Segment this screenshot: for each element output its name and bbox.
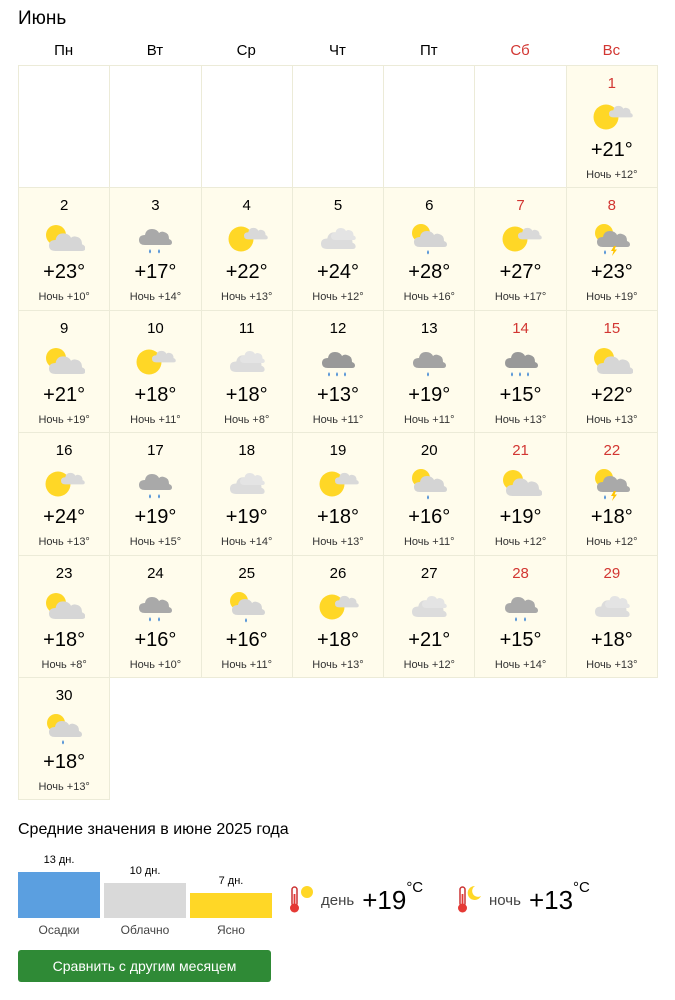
day-temperature: +19° [134, 506, 177, 529]
night-label: ночь [489, 891, 521, 909]
average-bar-group [104, 865, 186, 918]
night-temperature: Ночь +13° [494, 413, 547, 426]
day-temperature: +17° [134, 261, 177, 284]
partly-cloudy-icon [591, 100, 633, 136]
thermometer-sun-icon [287, 884, 315, 916]
day-temperature: +19° [499, 506, 542, 529]
day-cell[interactable] [383, 432, 475, 555]
average-bar-group [18, 854, 100, 918]
weekday-label: Пт [419, 42, 438, 59]
weekday-label: Ср [236, 42, 256, 59]
partly-cloudy-icon [317, 467, 359, 503]
night-temperature: Ночь +17° [494, 291, 547, 304]
mostly-cloudy-icon [591, 345, 633, 381]
partly-cloudy-icon [226, 222, 268, 258]
night-temperature: Ночь +13° [221, 291, 273, 304]
cloudy-icon [226, 345, 268, 381]
day-temperature: +21° [408, 628, 451, 651]
night-temperature: Ночь +13° [38, 536, 90, 549]
night-temperature: Ночь +8° [41, 658, 87, 671]
day-number: 13 [420, 319, 438, 337]
sun-cloud-rain-icon [43, 712, 85, 748]
temperature-unit: °C [406, 878, 424, 896]
day-cell[interactable] [201, 555, 293, 678]
night-temperature: Ночь +10° [129, 658, 182, 671]
calendar-grid [18, 65, 657, 799]
day-number: 12 [329, 319, 347, 337]
day-number: 15 [603, 319, 621, 337]
sun-cloud-rain-icon [408, 467, 450, 503]
month-title: Июнь [18, 8, 67, 29]
mostly-cloudy-icon [43, 345, 85, 381]
weekday-label: Чт [329, 42, 346, 59]
weekday-label: Вс [602, 42, 621, 59]
mostly-cloudy-icon [43, 590, 85, 626]
night-temperature: Ночь +14° [494, 658, 547, 671]
cloudy-icon [408, 590, 450, 626]
day-temperature: +18° [317, 628, 359, 651]
partly-cloudy-icon [43, 467, 85, 503]
night-temperature: Ночь +13° [586, 413, 638, 426]
day-cell[interactable] [383, 310, 475, 433]
night-temperature: Ночь +8° [224, 413, 270, 426]
weekday-label: Сб [510, 42, 530, 59]
day-cell[interactable] [383, 187, 475, 310]
day-number: 26 [329, 564, 347, 582]
day-average [287, 880, 423, 920]
day-cell[interactable] [566, 432, 658, 555]
day-number: 1 [607, 75, 616, 92]
night-temperature: Ночь +12° [586, 536, 638, 549]
empty-day-cell [201, 65, 293, 188]
heavy-rain-icon [317, 345, 359, 381]
day-temperature: +18° [43, 628, 86, 651]
day-number: 8 [607, 197, 616, 215]
day-cell[interactable] [566, 65, 658, 188]
day-number: 24 [147, 564, 164, 582]
empty-day-cell [109, 65, 201, 188]
day-number: 23 [55, 564, 73, 582]
day-temperature: +18° [317, 506, 359, 529]
rain-icon [134, 222, 176, 258]
day-number: 16 [55, 442, 73, 460]
day-cell[interactable] [109, 310, 201, 433]
night-temperature: Ночь +19° [38, 413, 90, 426]
averages-title: Средние значения в июне 2025 года [18, 821, 289, 838]
bar-day-count: 10 дн. [129, 865, 161, 877]
night-temperature: Ночь +11° [403, 536, 455, 549]
day-average-value: $+19^{^\circ C}$ [362, 878, 424, 915]
day-number: 4 [242, 197, 251, 215]
day-number: 30 [55, 686, 73, 704]
night-average-value: $+13^{^\circ C}$ [528, 878, 590, 915]
day-temperature: +18° [225, 383, 268, 406]
day-cell[interactable] [18, 310, 110, 433]
day-number: 29 [603, 564, 621, 582]
average-bar-group [190, 875, 272, 918]
bar-day-count: 7 дн. [218, 875, 244, 887]
empty-day-cell [383, 65, 475, 188]
day-cell[interactable] [109, 187, 201, 310]
day-cell[interactable] [474, 187, 566, 310]
day-cell[interactable] [474, 432, 566, 555]
night-temperature: Ночь +14° [221, 536, 273, 549]
day-number: 6 [425, 197, 434, 215]
light-rain-icon [408, 345, 450, 381]
day-cell[interactable] [18, 555, 110, 678]
night-temperature: Ночь +16° [403, 291, 455, 304]
day-temperature: +18° [590, 506, 633, 529]
day-cell[interactable] [474, 555, 566, 678]
day-temperature: +24° [43, 506, 86, 529]
weekday-label: Вт [146, 42, 164, 59]
day-cell[interactable] [201, 187, 293, 310]
weekday-label: Пн [54, 42, 74, 59]
night-temperature: Ночь +12° [312, 291, 364, 304]
day-temperature: +18° [590, 628, 633, 651]
night-temperature: Ночь +10° [38, 291, 90, 304]
mostly-cloudy-icon [500, 467, 542, 503]
day-cell[interactable] [566, 555, 658, 678]
day-cell[interactable] [566, 310, 658, 433]
partly-cloudy-icon [500, 222, 542, 258]
thunderstorm-icon [591, 467, 633, 503]
day-temperature: +13° [317, 383, 359, 406]
day-cell[interactable] [18, 432, 110, 555]
day-number: 28 [512, 564, 529, 582]
mostly-cloudy-icon [43, 222, 85, 258]
empty-day-cell [474, 65, 566, 188]
night-temperature: Ночь +11° [312, 413, 364, 426]
day-temperature: +19° [408, 383, 451, 406]
night-temperature: Ночь +12° [586, 169, 638, 181]
day-temperature: +28° [408, 261, 451, 284]
day-cell[interactable] [292, 187, 384, 310]
day-temperature: +18° [134, 383, 177, 406]
day-number: 18 [238, 442, 256, 460]
partly-cloudy-icon [317, 590, 359, 626]
sun-cloud-rain-icon [408, 222, 450, 258]
heavy-rain-icon [500, 345, 542, 381]
average-bar [104, 883, 186, 918]
day-temperature: +27° [499, 261, 542, 284]
day-number: 3 [151, 197, 160, 215]
day-temperature: +23° [43, 261, 86, 284]
night-temperature: Ночь +14° [129, 291, 182, 304]
day-number: 2 [59, 197, 69, 215]
day-cell[interactable] [292, 555, 384, 678]
day-temperature: +15° [499, 383, 542, 406]
temperature-unit: °C [573, 878, 590, 896]
rain-icon [134, 467, 176, 503]
day-temperature: +16° [408, 506, 451, 529]
day-number: 22 [603, 442, 621, 460]
day-temperature: +22° [590, 383, 633, 406]
night-temperature: Ночь +11° [403, 413, 455, 426]
compare-month-button[interactable]: Сравнить с другим месяцем [18, 950, 271, 982]
partly-cloudy-icon [134, 345, 176, 381]
day-cell[interactable] [474, 310, 566, 433]
night-temperature: Ночь +12° [403, 658, 455, 671]
day-number: 11 [238, 319, 255, 337]
day-cell[interactable] [201, 310, 293, 433]
day-temperature: +15° [499, 628, 542, 651]
day-temperature: +22° [225, 261, 268, 284]
cloudy-icon [591, 590, 633, 626]
night-temperature: Ночь +11° [221, 658, 272, 671]
night-temperature: Ночь +12° [494, 536, 547, 549]
night-temperature: Ночь +15° [129, 536, 182, 549]
day-number: 21 [512, 442, 529, 460]
day-number: 19 [329, 442, 347, 460]
day-cell[interactable] [109, 555, 201, 678]
day-cell[interactable] [109, 432, 201, 555]
night-temperature: Ночь +13° [38, 780, 90, 793]
day-temperature: +16° [134, 628, 177, 651]
day-cell[interactable] [292, 432, 384, 555]
day-cell[interactable] [383, 555, 475, 678]
day-cell[interactable] [18, 677, 110, 800]
day-number: 9 [59, 319, 69, 337]
day-number: 20 [420, 442, 438, 460]
day-number: 10 [147, 319, 164, 337]
day-temperature: +24° [317, 261, 359, 284]
thermometer-moon-icon [455, 884, 483, 916]
average-bar [190, 893, 272, 918]
day-number: 5 [333, 197, 343, 215]
night-temperature: Ночь +19° [586, 291, 638, 304]
day-temperature: +21° [590, 139, 633, 161]
cloudy-icon [317, 222, 359, 258]
bar-label: Ясно [217, 923, 245, 937]
day-temperature: +18° [43, 750, 86, 773]
day-cell[interactable] [292, 310, 384, 433]
day-temperature: +21° [43, 383, 86, 406]
night-average [455, 880, 590, 920]
day-label: день [321, 891, 355, 909]
rain-icon [134, 590, 176, 626]
sun-cloud-rain-icon [226, 590, 268, 626]
day-number: 25 [238, 564, 256, 582]
empty-day-cell [18, 65, 110, 188]
bar-label: Облачно [120, 923, 170, 937]
empty-day-cell [292, 65, 384, 188]
weekday-header [18, 40, 657, 62]
night-temperature: Ночь +13° [586, 658, 638, 671]
bar-day-count: 13 дн. [43, 854, 75, 866]
day-number: 14 [512, 319, 529, 337]
rain-icon [500, 590, 542, 626]
day-number: 17 [147, 442, 164, 460]
bar-label: Осадки [38, 923, 80, 937]
day-temperature: +16° [225, 628, 268, 651]
day-number: 27 [420, 564, 438, 582]
day-number: 7 [516, 197, 525, 215]
night-temperature: Ночь +13° [312, 658, 364, 671]
night-temperature: Ночь +13° [312, 536, 364, 549]
day-cell[interactable] [18, 187, 110, 310]
thunderstorm-icon [591, 222, 633, 258]
day-temperature: +19° [225, 506, 268, 529]
night-temperature: Ночь +11° [130, 413, 181, 426]
average-bar [18, 872, 100, 918]
day-cell[interactable] [566, 187, 658, 310]
day-cell[interactable] [201, 432, 293, 555]
cloudy-icon [226, 467, 268, 503]
day-temperature: +23° [590, 261, 633, 284]
